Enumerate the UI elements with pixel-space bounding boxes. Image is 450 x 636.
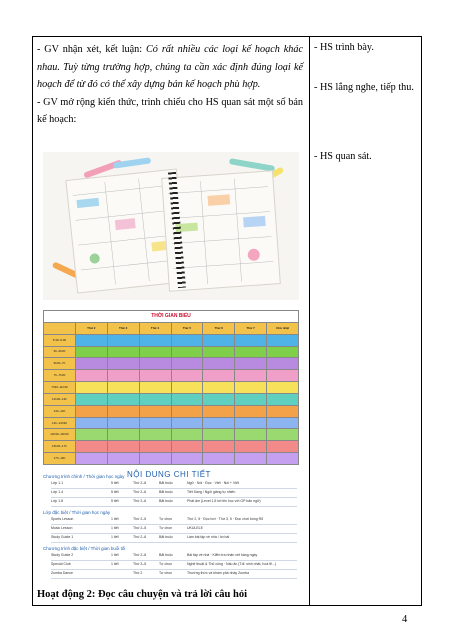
detail-cell: 1 tiết xyxy=(111,517,119,521)
timetable-header-cell: Thứ 6 xyxy=(203,322,235,334)
timetable-header-cell: Thứ 5 xyxy=(171,322,203,334)
timetable-cell xyxy=(171,417,203,429)
detail-cell: Tự chọn xyxy=(159,571,173,575)
timetable-cell xyxy=(107,370,139,382)
timetable-cell xyxy=(75,358,107,370)
detail-cell: Music Lesson xyxy=(51,526,73,530)
timetable-cell xyxy=(267,417,299,429)
detail-cell: Thứ 2, 5 · Đọc bơi · Thứ 3, 5 · Đọc chơi bóng Rổ xyxy=(187,517,264,521)
timetable-time-cell: 7h30–11h30 xyxy=(44,382,76,394)
detail-cell: Làm bài tập về nhà / ôn bài xyxy=(187,535,230,539)
timetable-time-cell: 6h30–7h xyxy=(44,358,76,370)
detail-cell: 5 tiết xyxy=(111,481,119,485)
detail-cell: Thứ 2–6 xyxy=(133,481,147,485)
detail-cell: Bắt buộc xyxy=(159,499,173,503)
detail-section-2: Lớp đặc biệt / Thời gian học ngày xyxy=(43,510,111,515)
timetable-cell xyxy=(139,441,171,453)
detail-cell: 5 tiết xyxy=(111,490,119,494)
timetable-cell xyxy=(107,346,139,358)
timetable-cell xyxy=(139,405,171,417)
detail-cell: Study Guide 1 xyxy=(51,535,74,539)
detail-cell: Study Guide 2 xyxy=(51,553,74,557)
detail-row xyxy=(51,535,297,543)
timetable-cell xyxy=(235,382,267,394)
detail-cell: Tiết Sáng / Ngôi giảng tự nhiên xyxy=(187,490,236,494)
detail-row xyxy=(51,571,297,579)
detail-row xyxy=(51,490,297,498)
page-number: 4 xyxy=(402,614,408,625)
detail-plan-image xyxy=(43,470,299,585)
timetable-cell xyxy=(171,441,203,453)
timetable-cell xyxy=(171,429,203,441)
teacher-expand: - GV mở rộng kiến thức, trình chiếu cho HS quan sát một số bản kế hoạch: xyxy=(37,96,303,125)
timetable-cell xyxy=(267,334,299,346)
timetable-cell xyxy=(235,429,267,441)
timetable-cell xyxy=(75,334,107,346)
detail-cell: Lớp 1.4 xyxy=(51,490,64,494)
timetable-cell xyxy=(139,382,171,394)
detail-cell: Bắt buộc xyxy=(159,553,173,557)
timetable-cell xyxy=(107,441,139,453)
timetable-cell xyxy=(267,393,299,405)
timetable-cell xyxy=(267,346,299,358)
detail-cell: Nghệ thuật & Thủ công · Nấu ăn (Tối: sinh nhật, hoá lễ...) xyxy=(187,562,277,566)
timetable-cell xyxy=(235,453,267,465)
timetable-time-cell: 14h–14h30 xyxy=(44,417,76,429)
timetable-header-cell: Thứ 7 xyxy=(235,322,267,334)
timetable-cell xyxy=(139,334,171,346)
detail-cell: Thứ 2–5 xyxy=(133,517,147,521)
timetable-cell xyxy=(75,393,107,405)
timetable-cell xyxy=(203,382,235,394)
student-item-2: - HS lắng nghe, tiếp thu. xyxy=(314,82,414,93)
timetable-cell xyxy=(75,417,107,429)
timetable-cell xyxy=(75,441,107,453)
detail-cell: Tự chọn xyxy=(159,517,173,521)
timetable-cell xyxy=(107,405,139,417)
timetable-time-cell: 11h30–13h xyxy=(44,393,76,405)
activity-2-heading: Hoạt động 2: Đọc câu chuyện và trả lời câu hỏi xyxy=(37,589,247,600)
timetable-cell xyxy=(235,405,267,417)
timetable-cell xyxy=(235,334,267,346)
timetable-cell xyxy=(75,382,107,394)
detail-cell: Thứ 2–5 xyxy=(133,526,147,530)
timetable-cell xyxy=(75,453,107,465)
detail-cell: Thứ 2–6 xyxy=(133,490,147,494)
timetable-cell xyxy=(107,334,139,346)
detail-row xyxy=(51,499,297,507)
detail-section-1: Chương trình chính / Thời gian học ngày xyxy=(43,474,125,479)
detail-cell: Lớp 1.1 xyxy=(51,481,64,485)
timetable-cell xyxy=(203,370,235,382)
detail-cell: Thứ 2–6 xyxy=(133,535,147,539)
timetable-time-cell: 7h–7h30 xyxy=(44,370,76,382)
teacher-conclusion: - GV nhận xét, kết luận: Có rất nhiều các loại kế hoạch khác nhau. Tuỳ từng trường hợp, chúng ta cần xác định đúng loại kế hoạch để từ đó có thể xây dựng bản kế hoạch phù hợp. xyxy=(37,44,303,90)
detail-cell: 1 tiết xyxy=(111,553,119,557)
detail-cell: Lớp 1.8 xyxy=(51,499,64,503)
timetable-cell xyxy=(139,393,171,405)
detail-row xyxy=(51,481,297,489)
detail-cell xyxy=(111,571,133,578)
timetable-cell xyxy=(75,405,107,417)
detail-cell: Thường thức và khám phá nhảy Zumba xyxy=(187,571,250,575)
timetable-cell xyxy=(203,346,235,358)
timetable-cell xyxy=(267,370,299,382)
timetable-cell xyxy=(171,370,203,382)
detail-cell: UKULELE xyxy=(187,526,203,530)
timetable-cell xyxy=(171,382,203,394)
timetable-header-cell xyxy=(44,322,76,334)
timetable-cell xyxy=(107,453,139,465)
detail-cell: 1 tiết xyxy=(111,535,119,539)
timetable-cell xyxy=(171,346,203,358)
timetable-time-cell: 14h30–16h30 xyxy=(44,429,76,441)
timetable-cell xyxy=(139,370,171,382)
timetable-title: THỜI GIAN BIỂU xyxy=(44,311,299,323)
detail-row xyxy=(51,526,297,534)
timetable-cell xyxy=(107,429,139,441)
timetable-cell xyxy=(235,417,267,429)
timetable-cell xyxy=(235,346,267,358)
timetable-cell xyxy=(75,370,107,382)
detail-cell: Phát âm (Level 1,5 tới lên học với GP bản ngữ) xyxy=(187,499,261,503)
detail-cell: Bắt buộc xyxy=(159,481,173,485)
timetable-cell xyxy=(139,417,171,429)
detail-cell: Sports Lesson xyxy=(51,517,74,521)
detail-cell: 1 tiết xyxy=(111,526,119,530)
timetable-image xyxy=(43,310,299,465)
timetable-cell xyxy=(139,453,171,465)
timetable-cell xyxy=(139,358,171,370)
timetable-cell xyxy=(107,417,139,429)
timetable-cell xyxy=(203,334,235,346)
timetable-cell xyxy=(139,429,171,441)
timetable-header-cell: Thứ 2 xyxy=(75,322,107,334)
timetable-cell xyxy=(267,358,299,370)
timetable-cell xyxy=(203,358,235,370)
detail-cell: Zumba Dance xyxy=(51,571,73,575)
timetable-cell xyxy=(235,441,267,453)
timetable-cell xyxy=(235,370,267,382)
detail-cell: Tự chọn xyxy=(159,562,173,566)
detail-section-3: Chương trình đặc biệt / Thời gian buổi tối xyxy=(43,546,126,551)
detail-cell: 5 tiết xyxy=(111,499,119,503)
timetable-time-cell: 16h30–17h xyxy=(44,441,76,453)
timetable-cell xyxy=(171,393,203,405)
timetable-cell xyxy=(203,441,235,453)
timetable-cell xyxy=(235,358,267,370)
timetable-cell xyxy=(203,429,235,441)
timetable-cell xyxy=(107,382,139,394)
detail-row xyxy=(51,553,297,561)
timetable-cell xyxy=(203,417,235,429)
detail-cell: Special Club xyxy=(51,562,71,566)
timetable-cell xyxy=(107,393,139,405)
timetable-cell xyxy=(171,453,203,465)
timetable-cell xyxy=(107,358,139,370)
teacher-column xyxy=(37,41,303,129)
timetable-cell xyxy=(267,429,299,441)
timetable-cell xyxy=(235,393,267,405)
timetable-cell xyxy=(203,405,235,417)
timetable-header-cell: Thứ 4 xyxy=(139,322,171,334)
timetable-time-cell: 13h–14h xyxy=(44,405,76,417)
detail-cell: Ngữ · Nói · Đọc · Viết · Nói + Viết xyxy=(187,481,239,485)
detail-row xyxy=(51,517,297,525)
detail-cell: Bắt buộc xyxy=(159,490,173,494)
timetable-time-cell: 6h–6h30 xyxy=(44,346,76,358)
timetable-time-cell: 17h–19h xyxy=(44,453,76,465)
timetable-cell xyxy=(171,358,203,370)
detail-cell: Bắt buộc xyxy=(159,535,173,539)
detail-cell: Thứ 2–6 xyxy=(133,499,147,503)
student-item-3: - HS quan sát. xyxy=(314,151,372,162)
timetable-cell xyxy=(267,405,299,417)
activity-table xyxy=(32,36,422,606)
detail-cell: Thứ 2 xyxy=(133,571,143,575)
detail-cell: Thứ 2–6 xyxy=(133,553,147,557)
timetable-cell xyxy=(267,441,299,453)
timetable-cell xyxy=(75,346,107,358)
timetable-cell xyxy=(75,429,107,441)
timetable-time-cell: 5:30–6:00 xyxy=(44,334,76,346)
timetable-header-cell: Thứ 3 xyxy=(107,322,139,334)
timetable-header-cell: Chủ nhật xyxy=(267,322,299,334)
detail-cell: Tự chọn xyxy=(159,526,173,530)
timetable-cell xyxy=(267,453,299,465)
timetable-cell xyxy=(203,453,235,465)
detail-row xyxy=(51,562,297,570)
timetable-cell xyxy=(203,393,235,405)
detail-cell: 1 tiết xyxy=(111,562,119,566)
planner-notebook-photo xyxy=(43,152,299,300)
timetable-cell xyxy=(171,334,203,346)
timetable-cell xyxy=(139,346,171,358)
timetable-cell xyxy=(171,405,203,417)
detail-cell: Thứ 3–5 xyxy=(133,562,147,566)
timetable-cell xyxy=(267,382,299,394)
column-divider xyxy=(309,37,310,605)
student-item-1: - HS trình bày. xyxy=(314,42,374,53)
detail-banner: NỘI DUNG CHI TIẾT xyxy=(127,470,211,479)
detail-cell: Bài tập về nhà · Kiểm tra nhận xét hàng ngày xyxy=(187,553,258,557)
